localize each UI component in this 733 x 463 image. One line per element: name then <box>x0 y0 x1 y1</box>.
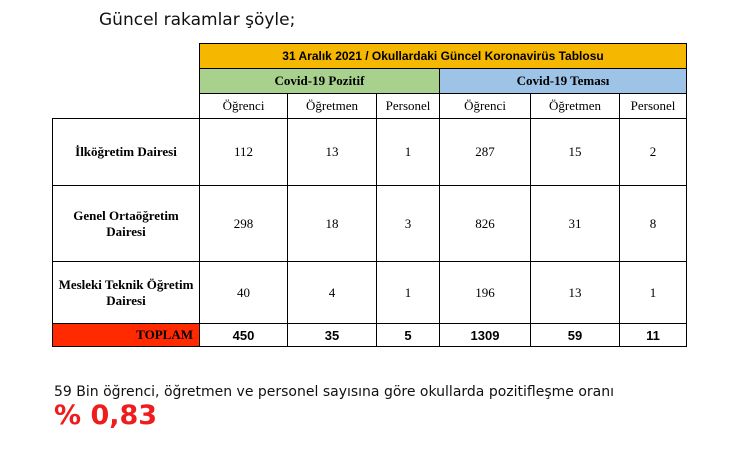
intro-text: Güncel rakamlar şöyle; <box>99 10 296 30</box>
total-cell: 11 <box>620 324 687 347</box>
table-cell: 13 <box>531 262 620 324</box>
table-cell: 13 <box>288 119 377 186</box>
table-cell: 1 <box>377 262 440 324</box>
total-label: TOPLAM <box>53 324 200 347</box>
table-title-row <box>53 44 687 69</box>
row-label: Mesleki Teknik Öğretim Dairesi <box>53 262 200 324</box>
row-label: Genel Ortaöğretim Dairesi <box>53 186 200 262</box>
total-cell: 1309 <box>440 324 531 347</box>
total-cell: 35 <box>288 324 377 347</box>
table-cell: 826 <box>440 186 531 262</box>
table-cell: 31 <box>531 186 620 262</box>
table-cell: 18 <box>288 186 377 262</box>
subheader-personel: Personel <box>377 94 440 119</box>
covid-table <box>52 43 687 347</box>
table-cell: 298 <box>200 186 288 262</box>
subheader-row <box>53 94 687 119</box>
subheader-ogrenci: Öğrenci <box>440 94 531 119</box>
total-cell: 5 <box>377 324 440 347</box>
subheader-ogretmen: Öğretmen <box>531 94 620 119</box>
note-text: 59 Bin öğrenci, öğretmen ve personel sayısına göre okullarda pozitifleşme oranı <box>54 384 614 400</box>
table-title: 31 Aralık 2021 / Okullardaki Güncel Koronavirüs Tablosu <box>200 44 687 69</box>
table-cell: 196 <box>440 262 531 324</box>
total-cell: 450 <box>200 324 288 347</box>
subheader-ogrenci: Öğrenci <box>200 94 288 119</box>
table-row <box>53 186 687 262</box>
table-cell: 4 <box>288 262 377 324</box>
total-cell: 59 <box>531 324 620 347</box>
table-row <box>53 119 687 186</box>
table-cell: 1 <box>377 119 440 186</box>
subheader-personel: Personel <box>620 94 687 119</box>
group-header-pozitif: Covid-19 Pozitif <box>200 69 440 94</box>
row-label: İlköğretim Dairesi <box>53 119 200 186</box>
table-row <box>53 262 687 324</box>
table-cell: 15 <box>531 119 620 186</box>
table-cell: 40 <box>200 262 288 324</box>
group-header-row <box>53 69 687 94</box>
subheader-ogretmen: Öğretmen <box>288 94 377 119</box>
table-cell: 8 <box>620 186 687 262</box>
table-cell: 1 <box>620 262 687 324</box>
table-cell: 287 <box>440 119 531 186</box>
total-row <box>53 324 687 347</box>
table-cell: 112 <box>200 119 288 186</box>
table-cell: 3 <box>377 186 440 262</box>
table-cell: 2 <box>620 119 687 186</box>
group-header-temasli: Covid-19 Teması <box>440 69 687 94</box>
rate-value: % 0,83 <box>54 400 158 431</box>
